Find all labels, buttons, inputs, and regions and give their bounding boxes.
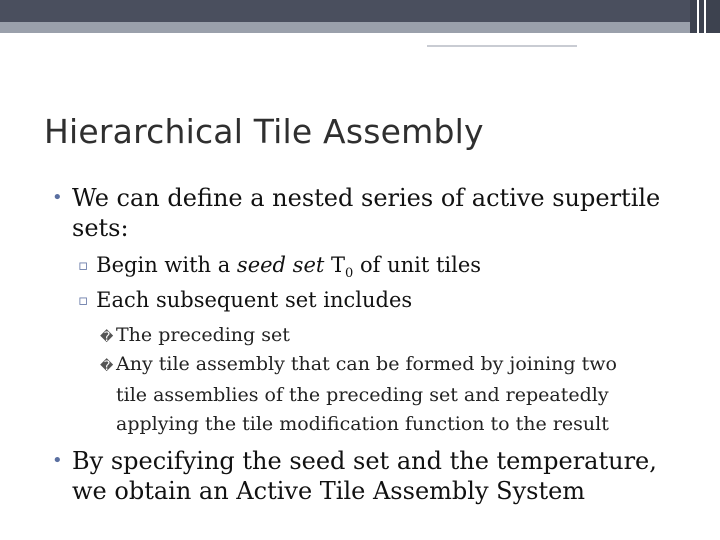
sub-bullet-1-post: of unit tiles — [353, 253, 482, 277]
sub-bullet-1 — [78, 253, 481, 281]
bullet-marker: • — [52, 187, 63, 208]
sub-bullet-marker: ▫ — [78, 291, 89, 309]
sub-sub-bullet-2 — [100, 350, 670, 439]
tau-symbol: T — [331, 253, 346, 277]
bullet-1-text: We can define a nested series of active supertile sets: — [72, 184, 661, 242]
header-rule-accent — [427, 45, 577, 47]
sub-bullet-2 — [78, 288, 412, 312]
sub-sub-bullet-1 — [100, 321, 670, 352]
tau-subscript: 0 — [345, 266, 354, 282]
slide-title: Hierarchical Tile Assembly — [44, 112, 484, 151]
sub-sub-bullet-2-text-rest: tile assemblies of the preceding set and repeatedly applying the tile modification function to the result — [116, 384, 609, 435]
missing-glyph-marker: � — [100, 359, 114, 374]
header-rule — [0, 33, 720, 35]
sub-bullet-1-pre: Begin with a — [96, 253, 237, 277]
bullet-1 — [52, 183, 672, 243]
sub-bullet-2-text: Each subsequent set includes — [96, 288, 413, 312]
sub-sub-bullet-1-text: The preceding set — [116, 324, 290, 346]
sub-bullet-marker: ▫ — [78, 256, 89, 274]
sub-sub-bullet-2-text-first: Any tile assembly that can be formed by joining two — [116, 353, 617, 375]
bullet-2-text: By specifying the seed set and the temperature, we obtain an Active Tile Assembly System — [72, 447, 657, 505]
header-divider-line — [704, 0, 706, 48]
header-rule — [427, 40, 697, 42]
seed-set-term: seed set — [236, 253, 325, 277]
bullet-marker: • — [52, 450, 63, 471]
missing-glyph-marker: � — [100, 330, 114, 345]
header-band-dark — [0, 0, 720, 22]
bullet-2 — [52, 446, 672, 506]
header-divider-line — [697, 0, 699, 48]
